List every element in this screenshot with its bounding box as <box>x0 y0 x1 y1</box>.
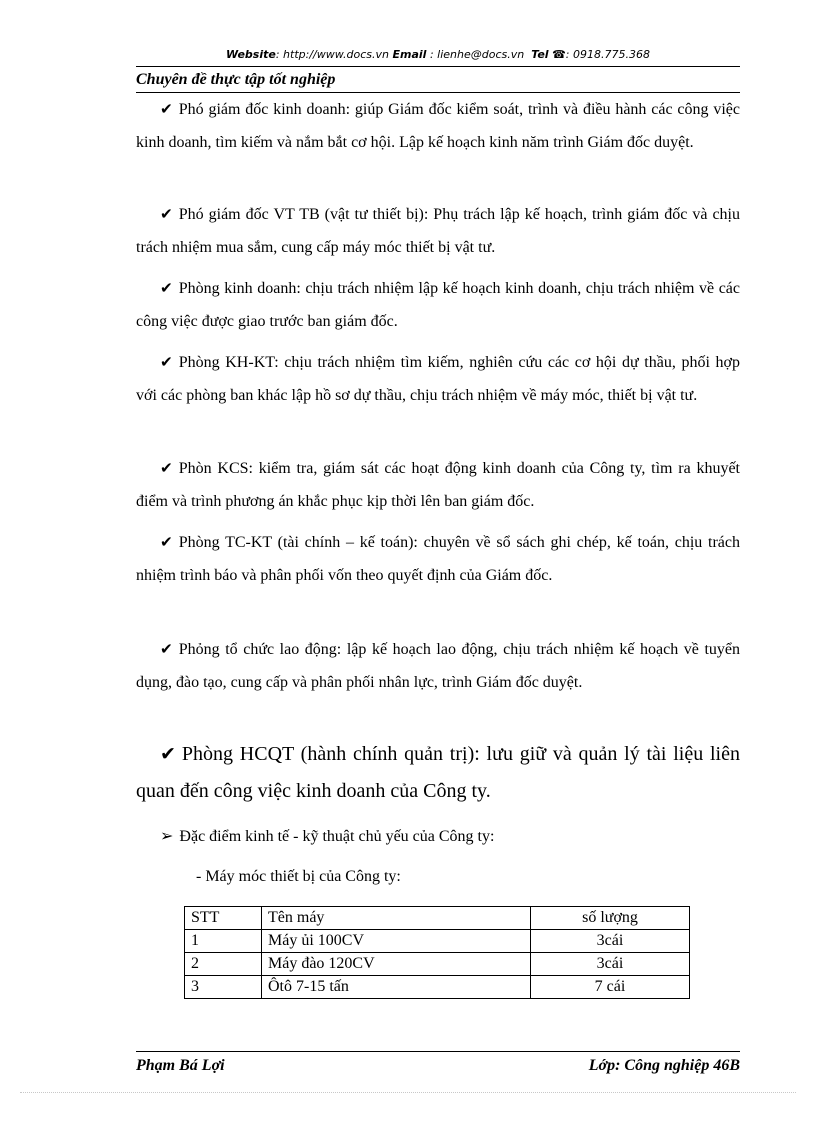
table-row <box>185 976 690 999</box>
table-cell: Máy đào 120CV <box>262 953 531 976</box>
table-cell: 3cái <box>531 953 690 976</box>
table-cell: 1 <box>185 930 262 953</box>
table-row <box>185 953 690 976</box>
header-divider <box>136 66 740 67</box>
header-contact-line <box>136 48 740 61</box>
phone-icon: ☎ <box>552 48 566 61</box>
table-cell: 3 <box>185 976 262 999</box>
table-row <box>185 930 690 953</box>
subheading: - Máy móc thiết bị của Công ty: <box>196 868 401 885</box>
table-header-cell: số lượng <box>531 907 690 930</box>
paragraph-labor-dept: ✔ Phỏng tổ chức lao động: lập kế hoạch lao động, chịu trách nhiệm kế hoạch về tuyển dụng, đào tạo, cung cấp và phân phối nhân lực, trình Giám đốc duyệt. <box>136 640 740 691</box>
table-cell: 3cái <box>531 930 690 953</box>
page-bottom-dotted-line <box>20 1092 796 1093</box>
tel-label: Tel <box>531 48 549 61</box>
paragraph-kcs-dept: ✔ Phòn KCS: kiểm tra, giám sát các hoạt động kinh doanh của Công ty, tìm ra khuyết điểm và trình phương án khắc phục kịp thời lên ban giám đốc. <box>136 459 740 510</box>
paragraph-business-dept: ✔ Phòng kinh doanh: chịu trách nhiệm lập kế hoạch kinh doanh, chịu trách nhiệm về các công việc được giao trước ban giám đốc. <box>136 279 740 330</box>
checkmark-icon: ✔ <box>160 205 173 223</box>
paragraph-deputy-business: ✔ Phó giám đốc kinh doanh: giúp Giám đốc kiểm soát, trình và điều hành các công việc kinh doanh, tìm kiếm và nắm bắt cơ hội. Lập kế hoạch kinh năm trình Giám đốc duyệt. <box>136 100 740 151</box>
email-label: Email <box>392 48 427 61</box>
paragraph-deputy-equipment: ✔ Phó giám đốc VT TB (vật tư thiết bị): Phụ trách lập kế hoạch, trình giám đốc và chịu trách nhiệm mua sắm, cung cấp máy móc thiết bị vật tư. <box>136 205 740 256</box>
footer-divider <box>136 1051 740 1052</box>
checkmark-icon: ✔ <box>160 279 173 297</box>
checkmark-icon: ✔ <box>160 353 173 371</box>
table-header-row <box>185 907 690 930</box>
table-cell: 7 cái <box>531 976 690 999</box>
table-header-cell: STT <box>185 907 262 930</box>
table-cell: 2 <box>185 953 262 976</box>
paragraph-admin-dept: ✔ Phòng HCQT (hành chính quản trị): lưu giữ và quản lý tài liệu liên quan đến công việc kinh doanh của Công ty. <box>136 743 740 802</box>
checkmark-icon: ✔ <box>160 640 173 658</box>
paragraph-finance-dept: ✔ Phòng TC-KT (tài chính – kế toán): chuyên về sổ sách ghi chép, kế toán, chịu trách nhiệm trình báo và phân phối vốn theo quyết định của Giám đốc. <box>136 533 740 584</box>
section-heading: ➢ Đặc điểm kinh tế - kỹ thuật chủ yếu của Công ty: <box>160 826 495 845</box>
equipment-table <box>184 906 690 999</box>
footer-author: Phạm Bá Lợi <box>136 1057 225 1074</box>
table-header-cell: Tên máy <box>262 907 531 930</box>
arrow-bullet-icon: ➢ <box>160 826 174 845</box>
tel-value: : 0918.775.368 <box>565 48 650 61</box>
table-cell: Máy ủi 100CV <box>262 930 531 953</box>
website-label: Website <box>226 48 276 61</box>
paragraph-planning-dept: ✔ Phòng KH-KT: chịu trách nhiệm tìm kiếm, nghiên cứu các cơ hội dự thầu, phối hợp với các phòng ban khác lập hồ sơ dự thầu, chịu trách nhiệm về máy móc, thiết bị vật tư. <box>136 353 740 404</box>
email-value: : lienhe@docs.vn <box>426 48 525 61</box>
checkmark-icon: ✔ <box>160 100 173 118</box>
footer-class: Lớp: Công nghiệp 46B <box>588 1057 740 1074</box>
checkmark-icon: ✔ <box>160 743 176 765</box>
table-cell: Ôtô 7-15 tấn <box>262 976 531 999</box>
website-value: : http://www.docs.vn <box>275 48 390 61</box>
checkmark-icon: ✔ <box>160 533 173 551</box>
checkmark-icon: ✔ <box>160 459 173 477</box>
course-title: Chuyên đề thực tập tốt nghiệp <box>136 71 336 88</box>
